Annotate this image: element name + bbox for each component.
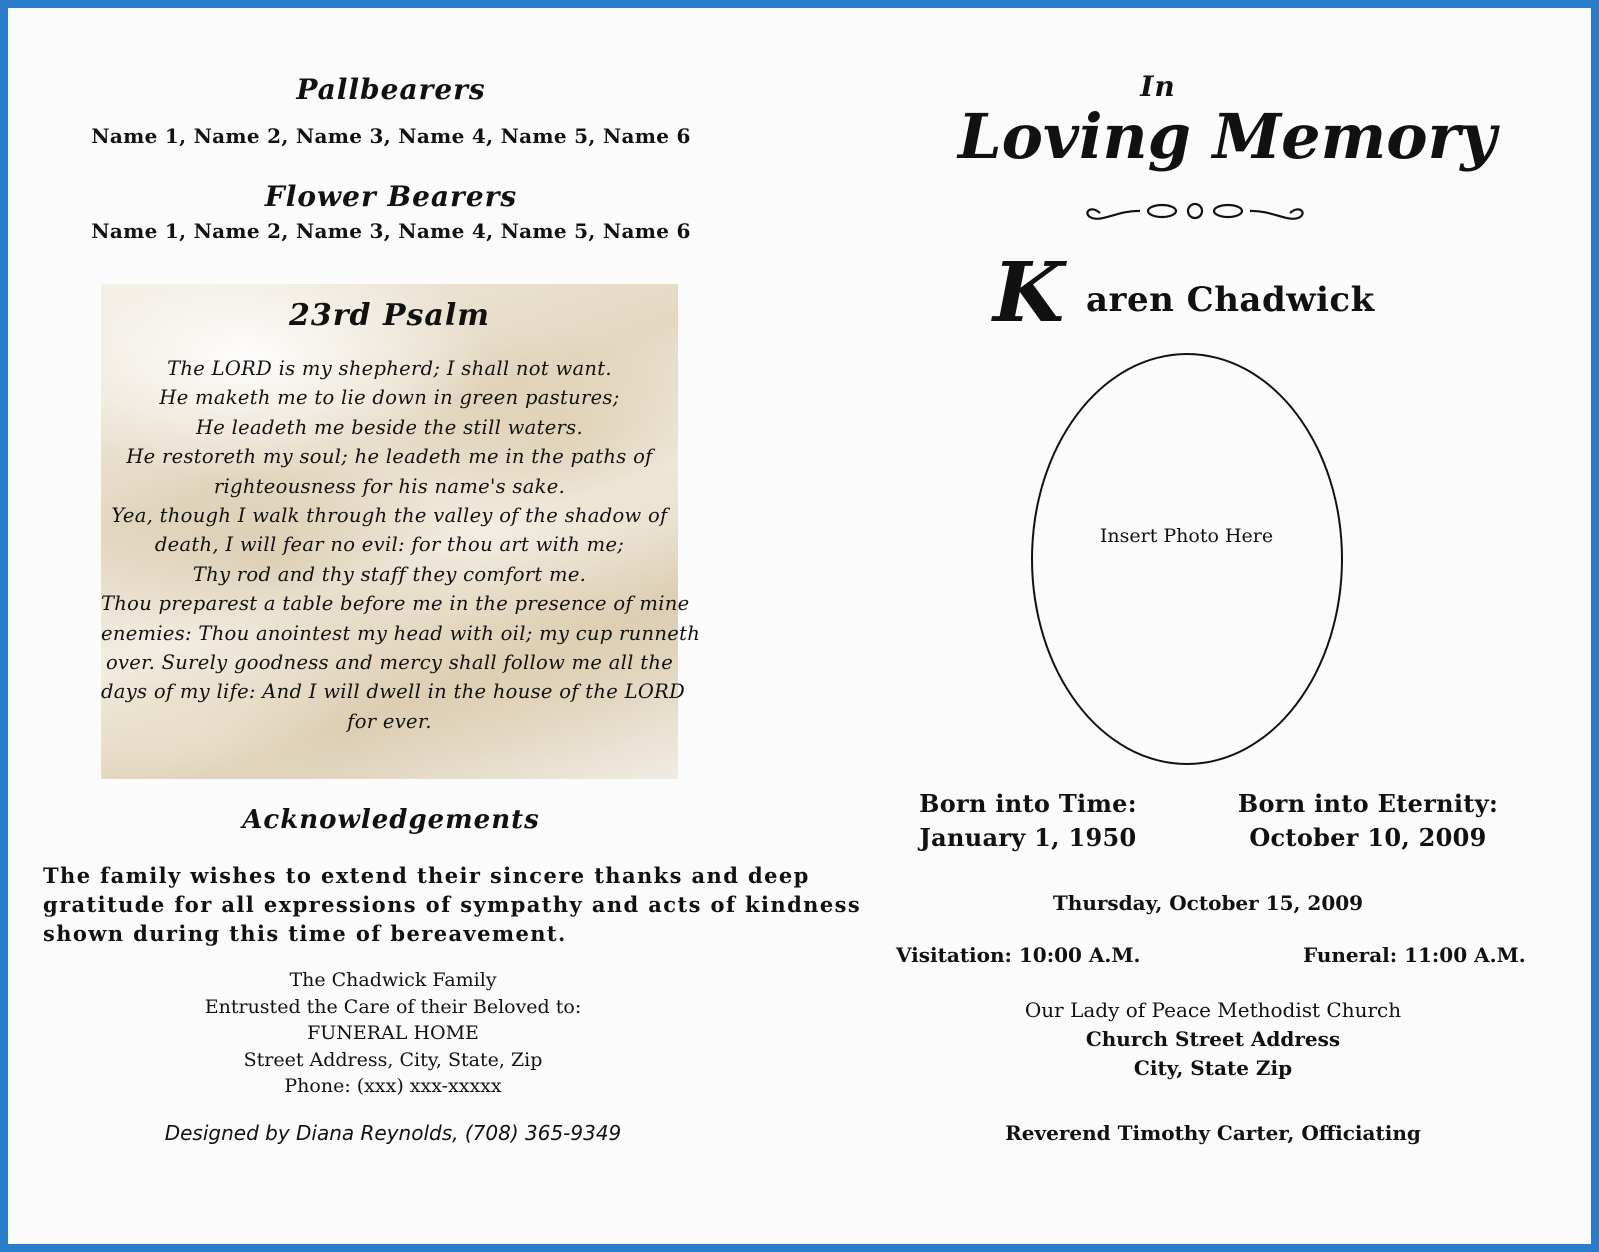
- flourish-loop-left: [1148, 205, 1176, 217]
- psalm-line: Yea, though I walk through the valley of the shadow of: [111, 504, 668, 528]
- church-name: Our Lady of Peace Methodist Church: [1024, 998, 1402, 1022]
- psalm-line: days of my life: And I will dwell in the house of the LORD: [101, 680, 686, 704]
- photo-placeholder-label: Insert Photo Here: [1099, 525, 1274, 547]
- psalm-line: over. Surely goodness and mercy shall follow me all the: [105, 651, 674, 675]
- flourish-divider-icon: [1080, 196, 1310, 226]
- program-page: [8, 8, 1591, 1244]
- church-city: City, State Zip: [1133, 1056, 1293, 1080]
- deceased-name-initial: K: [993, 245, 1065, 341]
- title-loving-memory: Loving Memory: [958, 100, 1497, 173]
- acknowledgements-heading: Acknowledgements: [242, 805, 540, 835]
- visitation-time: Visitation: 10:00 A.M.: [896, 943, 1141, 967]
- born-into-time-date: January 1, 1950: [919, 823, 1137, 852]
- born-into-time-label: Born into Time:: [919, 789, 1137, 818]
- church-address: Church Street Address: [1085, 1027, 1341, 1051]
- psalm-line: righteousness for his name's sake.: [213, 474, 566, 498]
- flourish-right-curl: [1250, 209, 1303, 218]
- psalm-line: Thy rod and thy staff they comfort me.: [192, 562, 587, 586]
- flourish-loop-right: [1214, 205, 1242, 217]
- born-into-eternity: [1213, 787, 1523, 855]
- pallbearers-heading: Pallbearers: [296, 73, 486, 106]
- psalm-panel: [101, 284, 701, 779]
- psalm-line: He maketh me to lie down in green pastures;: [159, 386, 620, 410]
- acknowledgements-line: The family wishes to extend their sincere thanks and deep: [43, 863, 810, 888]
- service-date: Thursday, October 15, 2009: [1052, 891, 1364, 915]
- acknowledgements-line: gratitude for all expressions of sympathy and acts of kindness: [43, 892, 862, 917]
- family-contact-block: [98, 967, 688, 1100]
- flower-bearers-heading: Flower Bearers: [264, 180, 518, 213]
- family-name: The Chadwick Family: [289, 969, 497, 991]
- psalm-heading: 23rd Psalm: [288, 298, 490, 333]
- funeral-home-address: Street Address, City, State, Zip: [243, 1048, 543, 1071]
- officiant: Reverend Timothy Carter, Officiating: [1005, 1121, 1421, 1145]
- born-into-eternity-date: October 10, 2009: [1249, 823, 1487, 852]
- psalm-line: Thou preparest a table before me in the presence of mine: [101, 592, 690, 616]
- deceased-name-rest: aren Chadwick: [1086, 280, 1375, 320]
- acknowledgements-text: [43, 861, 862, 948]
- psalm-line: death, I will fear no evil: for thou art with me;: [154, 533, 625, 557]
- flower-bearers-names: Name 1, Name 2, Name 3, Name 4, Name 5, Name 6: [91, 219, 691, 243]
- funeral-time: Funeral: 11:00 A.M.: [1303, 943, 1526, 967]
- funeral-home: FUNERAL HOME: [307, 1022, 479, 1044]
- flourish-left-curl: [1087, 209, 1140, 218]
- photo-frame[interactable]: [1031, 353, 1343, 765]
- psalm-line: The LORD is my shepherd; I shall not want.: [167, 357, 612, 380]
- deceased-name: [993, 245, 1413, 348]
- designer-credit: Designed by Diana Reynolds, (708) 365-9349: [164, 1121, 622, 1145]
- psalm-line: He restoreth my soul; he leadeth me in the paths of: [126, 445, 653, 469]
- pallbearers-names: Name 1, Name 2, Name 3, Name 4, Name 5, Name 6: [91, 124, 691, 148]
- acknowledgements-line: shown during this time of bereavement.: [43, 921, 567, 946]
- funeral-home-phone: Phone: (xxx) xxx-xxxxx: [284, 1075, 502, 1097]
- psalm-line: enemies: Thou anointest my head with oil; my cup runneth: [101, 621, 701, 645]
- psalm-line: for ever.: [347, 709, 432, 733]
- entrusted-line: Entrusted the Care of their Beloved to:: [204, 995, 582, 1018]
- psalm-line: He leadeth me beside the still waters.: [196, 415, 583, 439]
- psalm-text: [101, 354, 701, 736]
- flourish-center: [1188, 204, 1202, 218]
- born-into-time: [888, 787, 1168, 855]
- born-into-eternity-label: Born into Eternity:: [1237, 789, 1499, 818]
- title-in: In: [1140, 70, 1176, 103]
- church-block: [968, 996, 1458, 1083]
